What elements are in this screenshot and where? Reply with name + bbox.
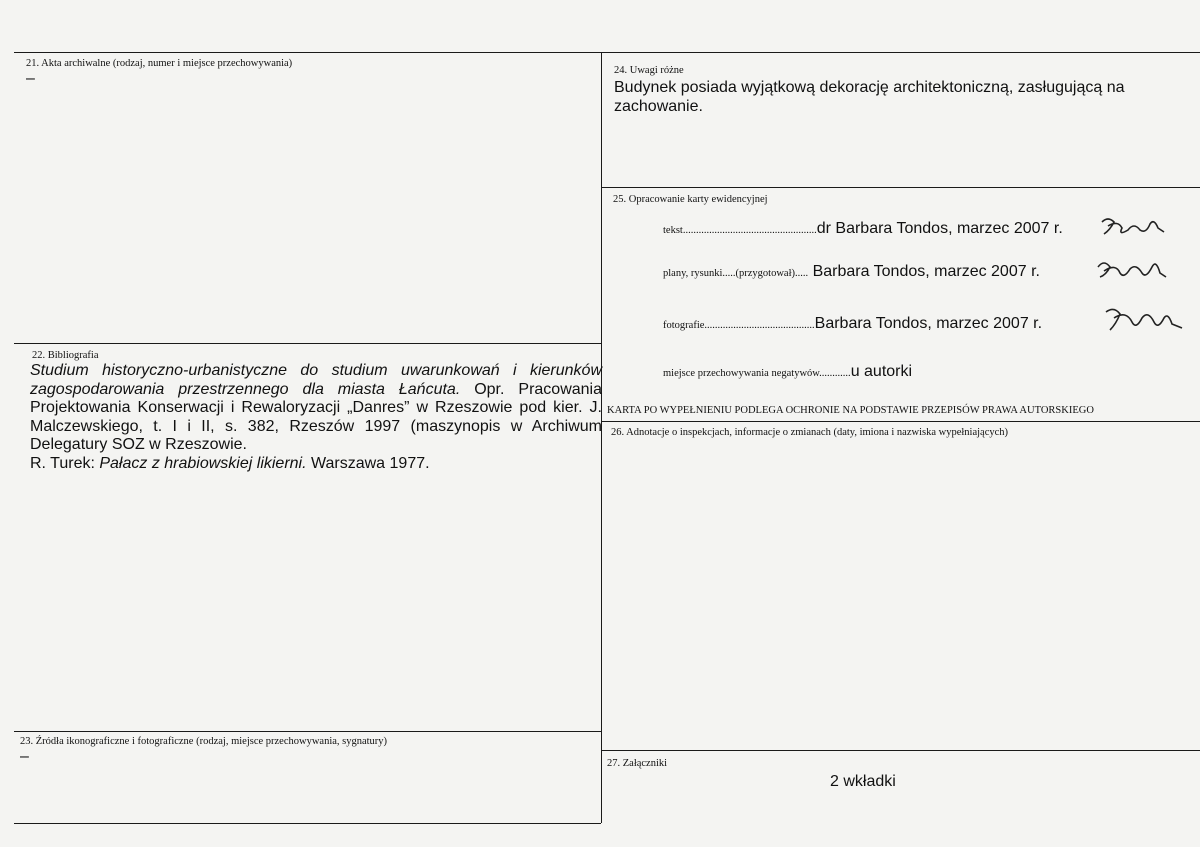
sec25-label: 25. Opracowanie karty ewidencyjnej: [613, 194, 768, 205]
bibliography-entry-2: [30, 455, 602, 474]
sec21-label: 21. Akta archiwalne (rodzaj, numer i miejsce przechowywania): [26, 58, 293, 69]
row-tekst: [663, 220, 1063, 239]
divider-26-27: [601, 750, 1200, 751]
row-fotografie: [663, 315, 1042, 334]
sec23-label: 23. Źródła ikonograficzne i fotograficzne (rodzaj, miejsce przechowywania, sygnatury): [20, 736, 388, 747]
bottom-border: [14, 823, 601, 824]
tekst-label: tekst: [663, 225, 683, 236]
sec24-label: 24. Uwagi różne: [614, 65, 684, 76]
sec21-value: –: [26, 70, 35, 87]
sec26-label: 26. Adnotacje o inspekcjach, informacje o zmianach (daty, imiona i nazwiska wypełniających): [611, 427, 1009, 438]
divider-24-25: [601, 187, 1200, 188]
signature-tekst: [1098, 212, 1170, 247]
sec24-value: Budynek posiada wyjątkową dekorację architektoniczną, zasługującą na zachowanie.: [614, 79, 1125, 115]
bibliography-entry-2-author: R. Turek:: [30, 454, 100, 472]
sec27-label: 27. Załączniki: [607, 758, 668, 769]
plany-value: Barbara Tondos, marzec 2007 r.: [808, 263, 1040, 280]
top-border: [14, 52, 1200, 53]
bibliography-entry-2-details: Warszawa 1977.: [306, 454, 430, 472]
bibliography-entry-1-details: Opr. Pracowania Projektowania Konserwacji i Rewaloryzacji „Danres” w Rzeszowie pod kier. J. Malczewskiego, t. I i II, s. 382, Rzeszów 1997 (maszynopis w Archiwum Delegatury SOZ w Rzeszowie.: [30, 380, 602, 453]
signature-plany: [1094, 255, 1172, 290]
bibliography-entry-2-title: Pałacz z hrabiowskiej likierni.: [99, 454, 307, 472]
divider-22-23: [14, 731, 601, 732]
tekst-dots: ...................................................: [682, 225, 817, 236]
divider-25-26: [601, 421, 1200, 422]
foto-dots: ..........................................: [704, 320, 815, 331]
negatives-label: miejsce przechowywania negatywów............: [663, 368, 851, 379]
divider-21-22: [14, 343, 601, 344]
tekst-value: dr Barbara Tondos, marzec 2007 r.: [816, 220, 1063, 237]
foto-value: Barbara Tondos, marzec 2007 r.: [814, 315, 1043, 332]
bibliography-text: [30, 362, 602, 473]
negatives-value: u autorki: [850, 363, 913, 380]
plany-label: plany, rysunki.....(przygotował).....: [663, 268, 809, 279]
sec22-label: 22. Bibliografia: [32, 350, 99, 361]
signature-fotografie: [1102, 304, 1186, 343]
row-negatywy: [663, 363, 912, 382]
bibliography-entry-1-title: Studium historyczno-urbanistyczne do studium uwarunkowań i kierunków zagospodarowania przestrzennego dla miasta Łańcuta.: [30, 362, 602, 398]
row-plany: [663, 263, 1040, 282]
copyright-notice: KARTA PO WYPEŁNIENIU PODLEGA OCHRONIE NA PODSTAWIE PRZEPISÓW PRAWA AUTORSKIEGO: [607, 405, 1094, 416]
sec27-value: 2 wkładki: [830, 773, 896, 790]
sec23-value: –: [20, 748, 29, 765]
bibliography-entry-1: [30, 362, 602, 455]
foto-label: fotografie: [663, 320, 705, 331]
